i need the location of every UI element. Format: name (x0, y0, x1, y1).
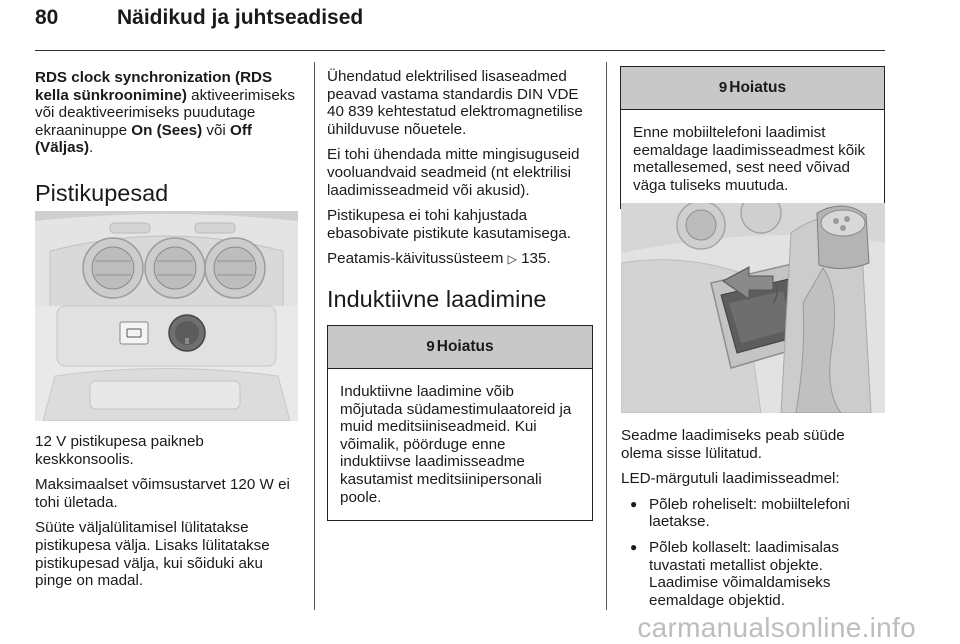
warning-box-pacemaker (327, 325, 593, 521)
on-term: On (Sees) (131, 121, 203, 139)
rds-text: aktiveerimiseks või deaktiveerimiseks puudutage ekraaninuppe (35, 86, 295, 139)
column-2 (327, 68, 593, 521)
or-text: või (202, 121, 231, 139)
page-ref-link[interactable]: 135 (521, 250, 547, 268)
header-rule (35, 50, 885, 51)
led-status-list (621, 496, 886, 610)
column-1-lower (35, 433, 300, 598)
section-heading-induktiivne: Induktiivne laadimine (327, 285, 547, 312)
warning-title: Hoiatus (436, 338, 494, 356)
column-divider-2 (606, 62, 607, 610)
warning-box-metal (620, 66, 885, 209)
inductive-charger-image (621, 203, 885, 413)
warning-body: Induktiivne laadimine võib mõjutada südamestimulaatoreid ja muid meditsiiniseadmeid. Kui võimalik, pöörduge enne induktiivse laadimisseadme kasutamist meditsiinipersonali poole. (340, 382, 572, 506)
stop-start-ref (327, 250, 593, 269)
ignition-off-text: Süüte väljalülitamisel lülitatakse pistikupesa välja. Lisaks lülitatakse pistikupesad välja, kui sõiduki aku pinge on madal. (35, 519, 270, 590)
power-outlet-image (35, 211, 298, 421)
outlet-location-text: 12 V pistikupesa paikneb keskkonsoolis. (35, 433, 204, 468)
column-1 (35, 69, 300, 207)
ignition-on-text: Seadme laadimiseks peab süüde olema sisse lülitatud. (621, 427, 845, 462)
column-divider-1 (314, 62, 315, 610)
stop-start-text: Peatamis-käivitussüsteem (327, 250, 508, 268)
section-heading-pistikupesad: Pistikupesad (35, 179, 169, 206)
emc-text: Ühendatud elektrilised lisaseadmed peavad vastama standardis DIN VDE 40 839 kehtestatud elektromagnetilise ühilduvuse nõuetele. (327, 68, 583, 138)
unsuitable-plugs-text: Pistikupesa ei tohi kahjustada ebasobivate pistikute kasutamisega. (327, 207, 571, 242)
column-3 (620, 66, 885, 209)
led-indicator-text: LED-märgutuli laadimisseadmel: (621, 470, 840, 488)
column-3-lower (621, 427, 886, 617)
rds-paragraph (35, 69, 300, 157)
period: . (546, 250, 551, 268)
warning-title: Hoiatus (729, 79, 787, 97)
warning-triangle-icon: 9 (426, 338, 435, 356)
max-power-text: Maksimaalset võimsustarvet 120 W ei tohi ületada. (35, 476, 290, 511)
page-title: Näidikud ja juhtseadised (117, 6, 364, 29)
list-item: ● Põleb kollaselt: laadimisalas tuvastati metallist objekte. Laadimise võimaldamiseks eemaldage objektid. (621, 539, 886, 609)
rds-term: RDS clock synchronization (RDS kella sünkroonimine) (35, 69, 273, 104)
list-item: ● Põleb roheliselt: mobiiltelefoni laetakse. (621, 496, 886, 531)
off-term: Off (Väljas) (35, 121, 252, 157)
page-number: 80 (35, 6, 59, 29)
page-header (35, 2, 885, 46)
charger-illustration (621, 203, 885, 413)
period: . (89, 139, 94, 157)
warning-body: Enne mobiiltelefoni laadimist eemaldage laadimisseadmest kõik metallesemed, sest need võivad väga tuliseks muutuda. (633, 124, 866, 194)
warning-header (621, 67, 884, 110)
console-illustration (35, 211, 298, 421)
page-ref-arrow-icon: ▷ (507, 252, 517, 267)
warning-triangle-icon: 9 (718, 79, 728, 97)
no-current-devices-text: Ei tohi ühendada mitte mingisuguseid vooluandvaid seadmeid (nt elektrilisi laadimisseadmeid või akusid). (327, 146, 580, 199)
watermark: carmanualsonline.info (637, 612, 916, 643)
warning-header (328, 326, 592, 369)
